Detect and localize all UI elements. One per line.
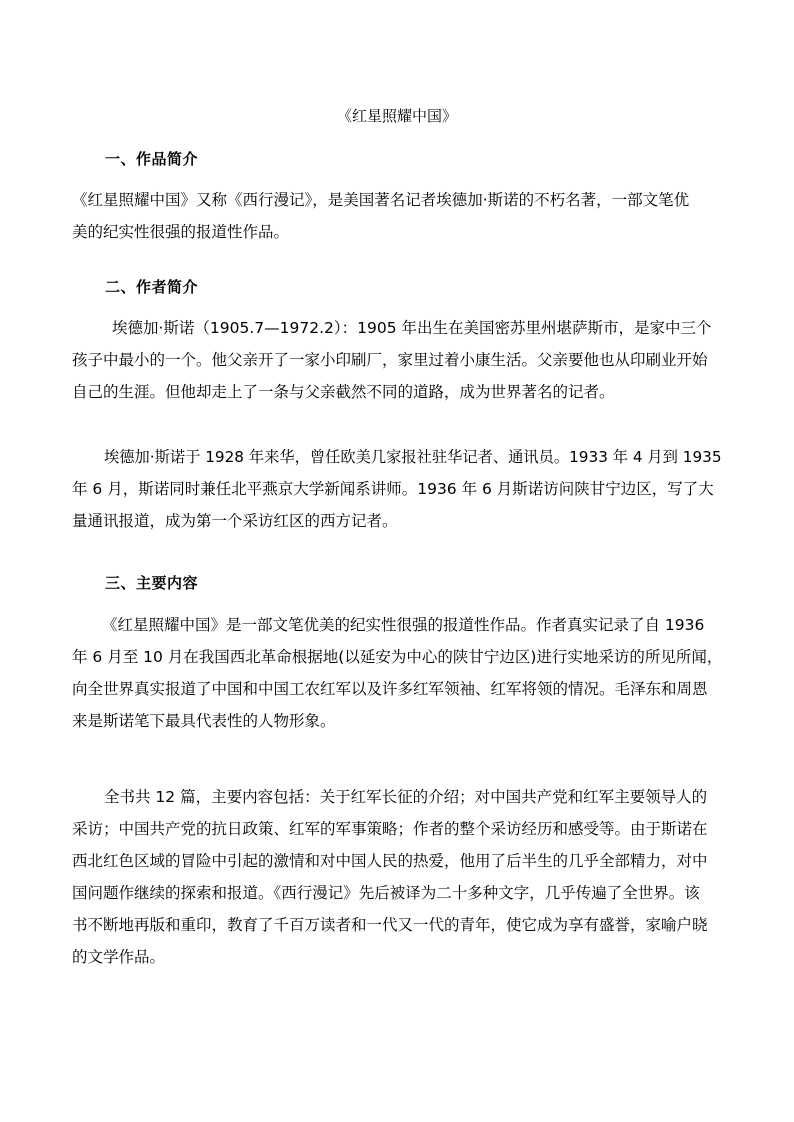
paragraph-line: 《红星照耀中国》是一部文笔优美的纪实性很强的报道性作品。作者真实记录了自 1936 [102,616,705,634]
paragraph-line: 来是斯诺笔下最具代表性的人物形象。 [72,712,336,730]
paragraph-line: 向全世界真实报道了中国和中国工农红军以及许多红军领袖、红军将领的情况。毛泽东和周恩 [72,680,708,698]
paragraph-line: 自己的生涯。但他却走上了一条与父亲截然不同的道路，成为世界著名的记者。 [72,383,615,401]
paragraph-author-career [72,441,724,537]
section-heading-intro: 一、作品简介 [105,150,199,168]
paragraph-line: 《红星照耀中国》又称《西行漫记》，是美国著名记者埃德加·斯诺的不朽名著，一部文笔优 [72,191,690,209]
paragraph-line: 采访；中国共产党的抗日政策、红军的军事策略；作者的整个采访经历和感受等。由于斯诺在 [72,820,708,838]
paragraph-line: 埃德加·斯诺于 1928 年来华，曾任欧美几家报社驻华记者、通讯员。1933 年 4 月到 1935 [104,448,722,466]
paragraph-content-summary [72,609,724,737]
paragraph-line: 埃德加·斯诺（1905.7—1972.2）：1905 年出生在美国密苏里州堪萨斯市，是家中三个 [112,319,712,337]
paragraph-content-details [72,781,724,973]
paragraph-author-bio [72,312,724,408]
paragraph-line: 孩子中最小的一个。他父亲开了一家小印刷厂，家里过着小康生活。父亲要他也从印刷业开始 [72,351,708,369]
paragraph-line: 全书共 12 篇，主要内容包括：关于红军长征的介绍；对中国共产党和红军主要领导人的 [104,788,708,806]
paragraph-line: 年 6 月至 10 月在我国西北革命根据地(以延安为中心的陕甘宁边区)进行实地采访的所见所闻， [72,648,723,666]
paragraph-line: 书不断地再版和重印，教育了千百万读者和一代又一代的青年，使它成为享有盛誉，家喻户晓 [72,916,708,934]
paragraph-line: 国问题作继续的探索和报道。《西行漫记》先后被译为二十多种文字，几乎传遍了全世界。该 [72,884,700,902]
paragraph-line: 的文学作品。 [72,948,166,966]
paragraph-line: 西北红色区域的冒险中引起的激情和对中国人民的热爱，他用了后半生的几乎全部精力，对中 [72,852,708,870]
document-title: 《红星照耀中国》 [336,107,457,125]
paragraph-intro [72,184,724,248]
paragraph-line: 年 6 月，斯诺同时兼任北平燕京大学新闻系讲师。1936 年 6 月斯诺访问陕甘宁边区，写了大 [72,480,714,498]
section-heading-content: 三、主要内容 [105,574,199,592]
paragraph-line: 美的纪实性很强的报道性作品。 [72,223,290,241]
section-heading-author: 二、作者简介 [105,278,199,296]
paragraph-line: 量通讯报道，成为第一个采访红区的西方记者。 [72,512,398,530]
